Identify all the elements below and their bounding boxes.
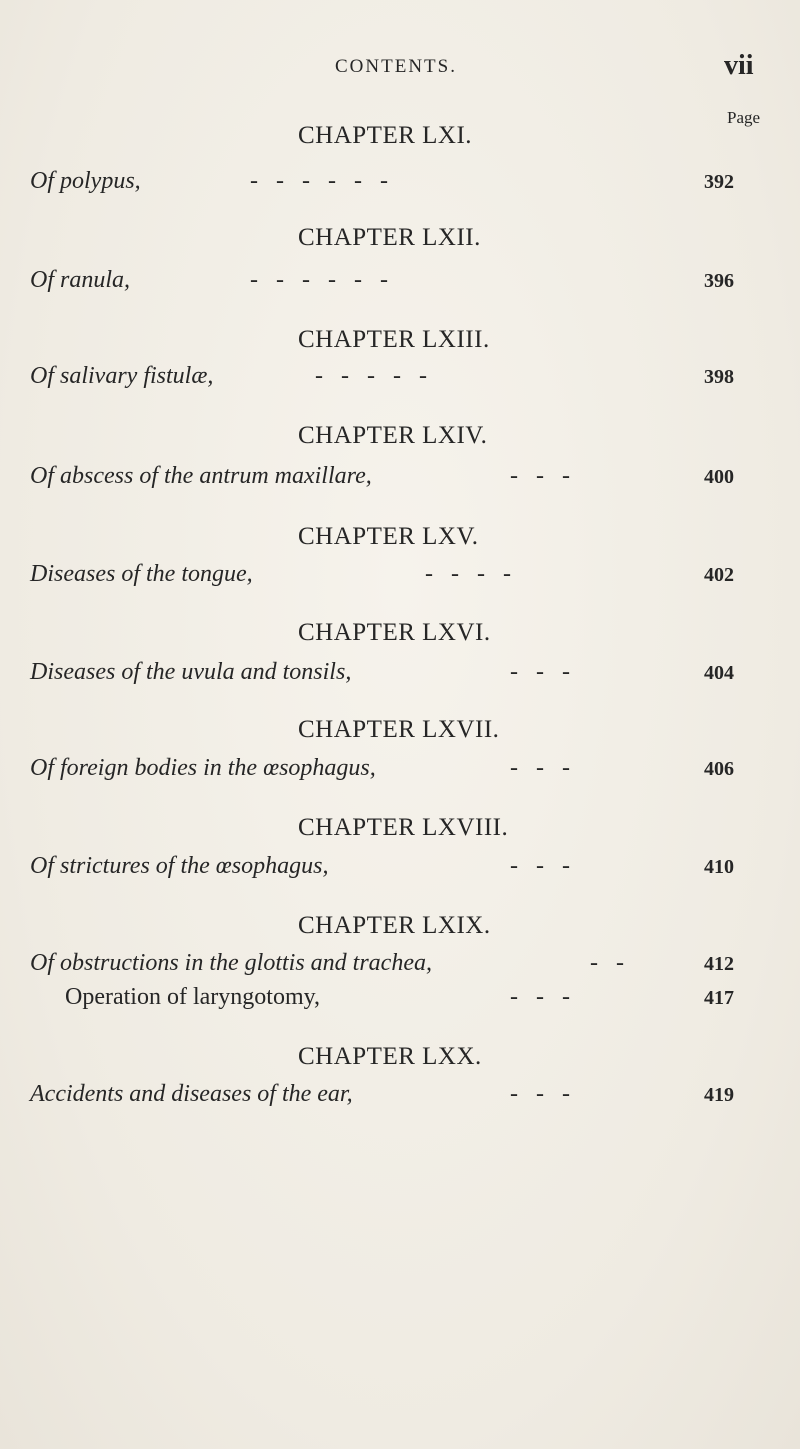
entry-page: 400 xyxy=(704,466,734,488)
running-title: CONTENTS. xyxy=(335,56,457,77)
leader-dashes: - - - xyxy=(510,463,570,489)
chapter-heading: CHAPTER LXVI. xyxy=(298,619,491,646)
entry-title: Operation of laryngotomy, xyxy=(65,984,321,1010)
toc-entry[interactable] xyxy=(0,659,800,691)
entry-page: 412 xyxy=(704,953,734,975)
toc-entry[interactable] xyxy=(0,755,800,787)
toc-entry[interactable] xyxy=(0,463,800,495)
entry-title: Accidents and diseases of the ear, xyxy=(30,1081,353,1107)
entry-page: 410 xyxy=(704,856,734,878)
entry-title: Of polypus, xyxy=(30,168,141,194)
leader-dashes: - - - - - - xyxy=(250,267,388,293)
toc-entry[interactable] xyxy=(0,1081,800,1113)
chapter-heading: CHAPTER LXVII. xyxy=(298,716,500,743)
entry-title: Diseases of the uvula and tonsils, xyxy=(30,659,352,685)
leader-dashes: - - - xyxy=(510,984,570,1010)
chapter-heading: CHAPTER LXV. xyxy=(298,523,479,550)
chapter-heading: CHAPTER LXIX. xyxy=(298,912,491,939)
toc-entry[interactable] xyxy=(0,363,800,395)
entry-page: 404 xyxy=(704,662,734,684)
entry-title: Diseases of the tongue, xyxy=(30,561,253,587)
entry-page: 396 xyxy=(704,270,734,292)
leader-dashes: - - - - - - xyxy=(250,168,388,194)
entry-page: 392 xyxy=(704,171,734,193)
entry-page: 398 xyxy=(704,366,734,388)
chapter-heading: CHAPTER LXX. xyxy=(298,1043,482,1070)
entry-title: Of abscess of the antrum maxillare, xyxy=(30,463,372,489)
leader-dashes: - - - xyxy=(510,853,570,879)
leader-dashes: - - - xyxy=(510,659,570,685)
entry-title: Of foreign bodies in the œsophagus, xyxy=(30,755,376,781)
leader-dashes: - - - xyxy=(510,755,570,781)
toc-entry[interactable] xyxy=(0,561,800,593)
entry-title: Of obstructions in the glottis and trachea, xyxy=(30,950,432,976)
page-column-label: Page xyxy=(727,108,761,127)
toc-entry[interactable] xyxy=(0,984,800,1016)
entry-title: Of strictures of the œsophagus, xyxy=(30,853,329,879)
entry-page: 419 xyxy=(704,1084,734,1106)
toc-entry[interactable] xyxy=(0,950,800,982)
entry-title: Of salivary fistulæ, xyxy=(30,363,214,389)
leader-dashes: - - - - - xyxy=(315,363,427,389)
chapter-heading: CHAPTER LXIV. xyxy=(298,422,488,449)
leader-dashes: - - - - xyxy=(425,561,511,587)
toc-entry[interactable] xyxy=(0,168,800,200)
chapter-heading: CHAPTER LXI. xyxy=(298,122,473,149)
chapter-heading: CHAPTER LXII. xyxy=(298,224,481,251)
entry-title: Of ranula, xyxy=(30,267,131,293)
toc-entry[interactable] xyxy=(0,267,800,299)
page-number: vii xyxy=(724,50,754,81)
entry-page: 402 xyxy=(704,564,734,586)
toc-entry[interactable] xyxy=(0,853,800,885)
leader-dashes: - - - xyxy=(510,1081,570,1107)
chapter-heading: CHAPTER LXVIII. xyxy=(298,814,509,841)
leader-dashes: - - xyxy=(590,950,624,976)
chapter-heading: CHAPTER LXIII. xyxy=(298,326,490,353)
entry-page: 417 xyxy=(704,987,734,1009)
entry-page: 406 xyxy=(704,758,734,780)
